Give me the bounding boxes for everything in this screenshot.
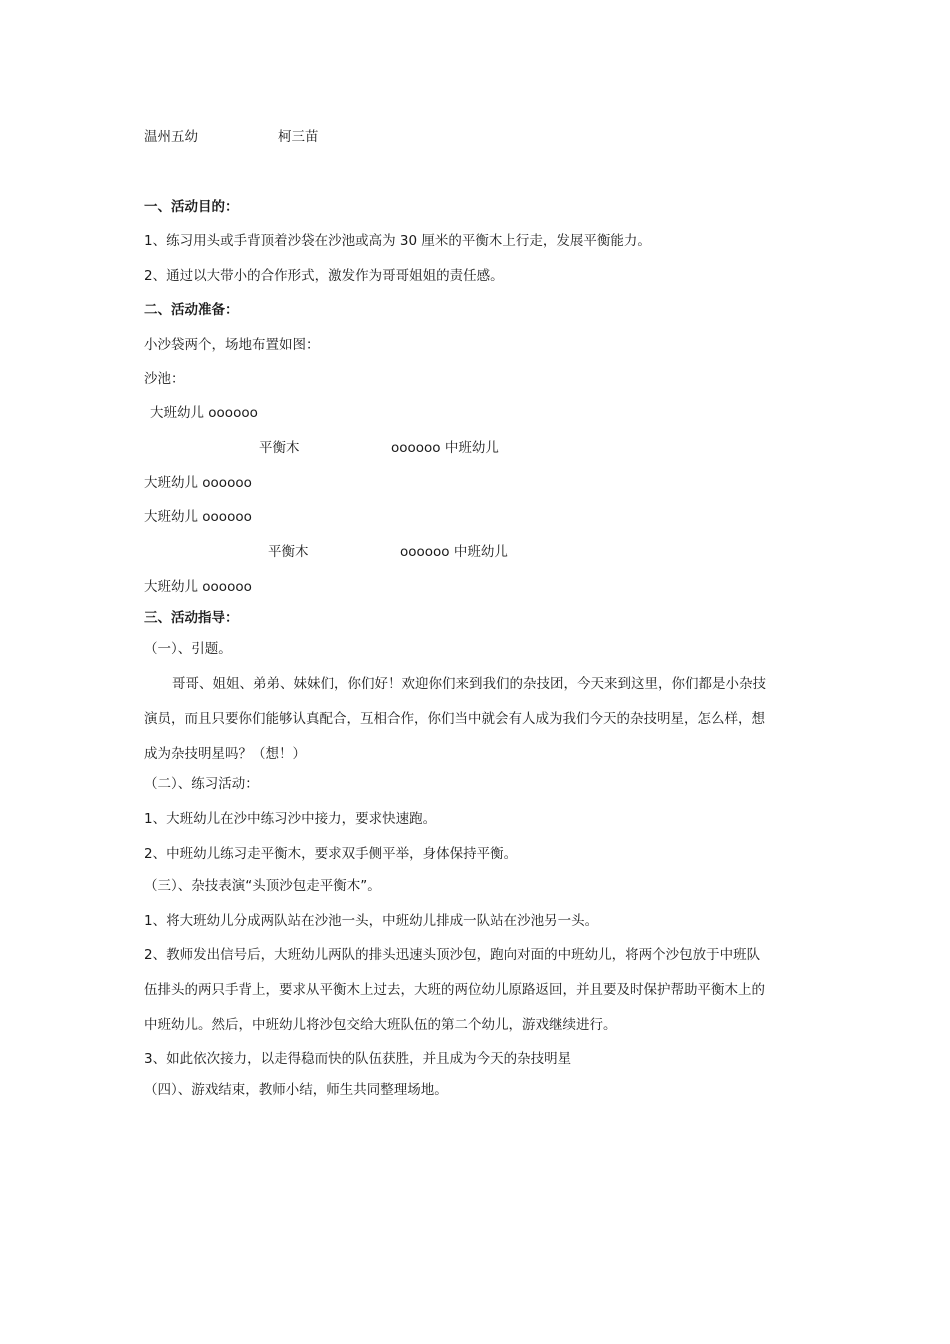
materials-text: 小沙袋两个，场地布置如图：: [144, 337, 320, 353]
practice-1: 1、大班幼儿在沙中练习沙中接力，要求快速跑。: [144, 811, 437, 827]
section2-heading: 二、活动准备：: [144, 302, 239, 318]
performance-2-line-3: 中班幼儿。然后，中班幼儿将沙包交给大班队伍的第二个幼儿，游戏继续进行。: [144, 1017, 617, 1033]
section3-heading: 三、活动指导：: [144, 610, 239, 626]
intro-line-3: 成为杂技明星吗？（想！）: [144, 746, 306, 762]
objective-1: 1、练习用头或手背顶着沙袋在沙池或高为 30 厘米的平衡木上行走，发展平衡能力。: [144, 233, 651, 249]
author-name: 柯三苗: [278, 129, 319, 145]
practice-2: 2、中班幼儿练习走平衡木，要求双手侧平举，身体保持平衡。: [144, 846, 518, 862]
objective-2: 2、通过以大带小的合作形式，激发作为哥哥姐姐的责任感。: [144, 268, 504, 284]
school-name: 温州五幼: [144, 129, 198, 145]
intro-line-1: 哥哥、姐姐、弟弟、妹妹们，你们好！欢迎你们来到我们的杂技团，今天来到这里，你们都是小杂技: [172, 676, 766, 692]
layout-beam-2: 平衡木: [268, 544, 309, 560]
performance-2-line-1: 2、教师发出信号后，大班幼儿两队的排头迅速头顶沙包，跑向对面的中班幼儿，将两个沙包放于中班队: [144, 947, 761, 963]
part2-title: （二）、练习活动：: [144, 776, 259, 792]
layout-beam-1: 平衡木: [259, 440, 300, 456]
layout-row-4: 大班幼儿 oooooo: [144, 579, 252, 595]
performance-3: 3、如此依次接力，以走得稳而快的队伍获胜，并且成为今天的杂技明星: [144, 1051, 572, 1067]
part4-title: （四）、游戏结束，教师小结，师生共同整理场地。: [144, 1082, 448, 1098]
performance-2-line-2: 伍排头的两只手背上，要求从平衡木上过去，大班的两位幼儿原路返回，并且要及时保护帮助平衡木上的: [144, 982, 765, 998]
layout-middle-2: oooooo 中班幼儿: [400, 544, 508, 560]
part3-title: （三）、杂技表演“头顶沙包走平衡木”。: [144, 878, 381, 894]
venue-label: 沙池：: [144, 371, 185, 387]
layout-row-3: 大班幼儿 oooooo: [144, 509, 252, 525]
performance-1: 1、将大班幼儿分成两队站在沙池一头，中班幼儿排成一队站在沙池另一头。: [144, 913, 599, 929]
layout-middle-1: oooooo 中班幼儿: [391, 440, 499, 456]
layout-row-1: 大班幼儿 oooooo: [150, 405, 258, 421]
layout-row-2: 大班幼儿 oooooo: [144, 475, 252, 491]
intro-line-2: 演员，而且只要你们能够认真配合，互相合作，你们当中就会有人成为我们今天的杂技明星，怎么样，想: [144, 711, 765, 727]
section1-heading: 一、活动目的：: [144, 199, 239, 215]
part1-title: （一）、引题。: [144, 641, 232, 657]
